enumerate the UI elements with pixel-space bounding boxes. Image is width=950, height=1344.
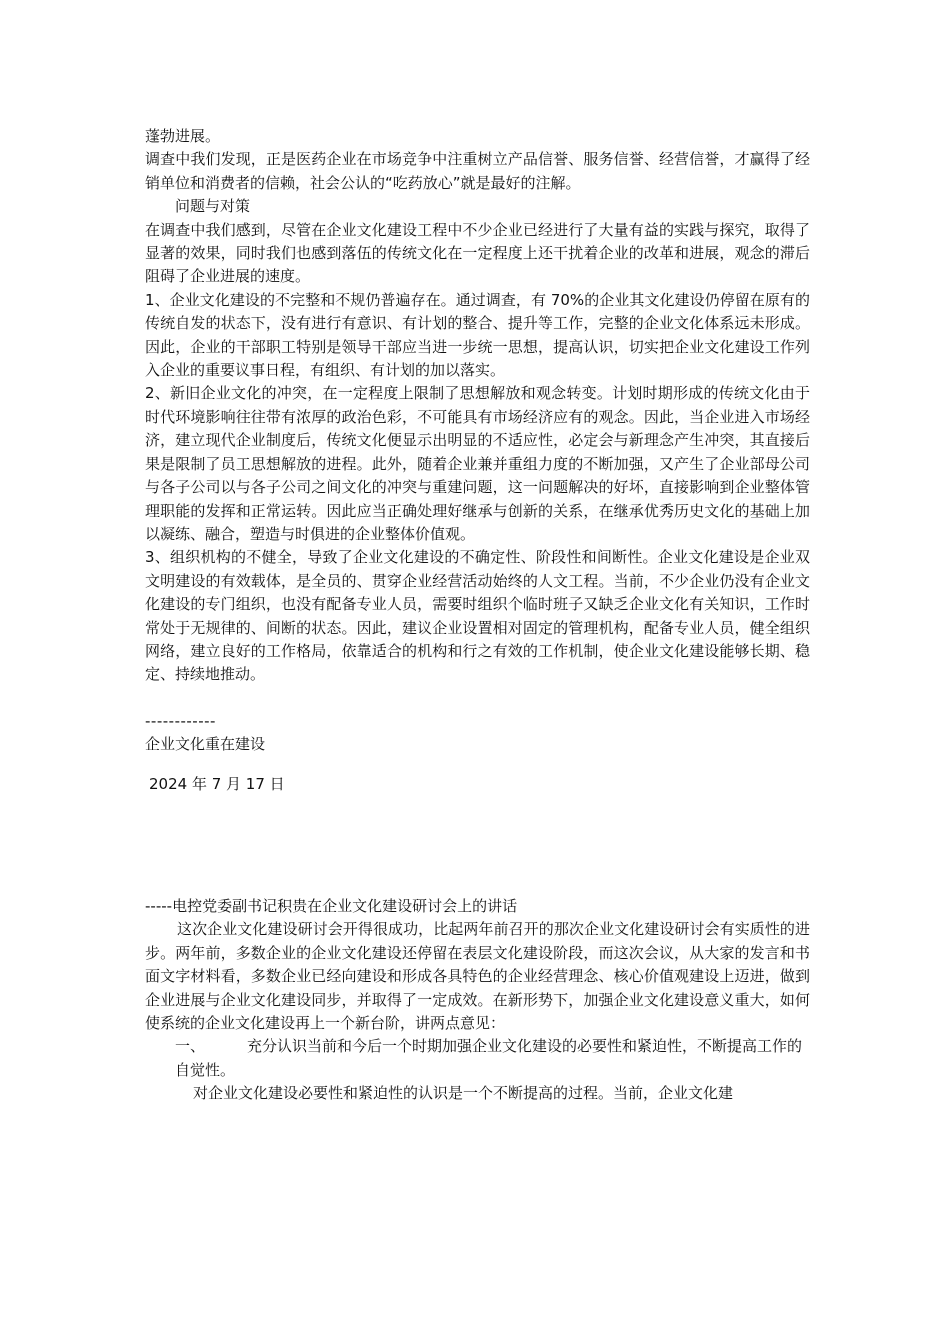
paragraph-survey-finding: 调查中我们发现，正是医药企业在市场竞争中注重树立产品信誉、服务信誉、经营信誉，才赢得了经销单位和消费者的信赖，社会公认的“吃药放心”就是最好的注解。 (145, 150, 810, 192)
document-title: 企业文化重在建设 (145, 735, 266, 754)
list-item-1: 1、企业文化建设的不完整和不规仍普遍存在。通过调查，有 70%的企业其文化建设仍停留在原有的传统自发的状态下，没有进行有意识、有计划的整合、提升等工作，完整的企业文化体系远未形成。因此，企业的干部职工特别是领导干部应当进一步统一思想，提高认识，切实把企业文化建设工作列入企业的重要议事日程，有组织、有计划的加以落实。 (145, 290, 810, 380)
document-body (145, 125, 810, 1106)
paragraph-continuation: 蓬勃进展。 (145, 127, 221, 145)
spacer (145, 796, 810, 895)
spacer (145, 757, 810, 773)
paragraph-survey-intro: 在调查中我们感到，尽管在企业文化建设工程中不少企业已经进行了大量有益的实践与探究，取得了显著的效果，同时我们也感到落伍的传统文化在一定程度上还干扰着企业的改革和进展，观念的滞后阻碍了企业进展的速度。 (145, 220, 810, 286)
speech-point-1-number: 一、 (175, 1037, 206, 1056)
speech-point-1 (145, 1035, 810, 1082)
document-date: 2024 年 7 月 17 日 (149, 774, 285, 793)
speech-subtitle: -----电控党委副书记积贵在企业文化建设研讨会上的讲话 (145, 896, 518, 915)
paragraph-speech-body: 对企业文化建设必要性和紧迫性的认识是一个不断提高的过程。当前，企业文化建 (193, 1084, 734, 1103)
list-item-2: 2、新旧企业文化的冲突，在一定程度上限制了思想解放和观念转变。计划时期形成的传统文化由于时代环境影响往往带有浓厚的政治色彩，不可能具有市场经济应有的观念。因此，当企业进入市场经济，建立现代企业制度后，传统文化便显示出明显的不适应性，必定会与新理念产生冲突，其直接后果是限制了员工思想解放的进程。此外，随着企业兼并重组力度的不断加强，又产生了企业部母公司与各子公司以与各子公司之间文化的冲突与重建问题，这一问题解决的好坏，直接影响到企业整体管理职能的发挥和正常运转。因此应当正确处理好继承与创新的关系，在继承优秀历史文化的基础上加以凝练、融合，塑造与时俱进的企业整体价值观。 (145, 384, 810, 543)
list-item-3: 3、组织机构的不健全，导致了企业文化建设的不确定性、阶段性和间断性。企业文化建设是企业双文明建设的有效载体，是全员的、贯穿企业经营活动始终的人文工程。当前，不少企业仍没有企业文化建设的专门组织，也没有配备专业人员，需要时组织个临时班子又缺乏企业文化有关知识，工作时常处于无规律的、间断的状态。因此，建议企业设置相对固定的管理机构，配备专业人员，健全组织网络，建立良好的工作格局，依靠适合的机构和行之有效的工作机制，使企业文化建设能够长期、稳定、持续地推动。 (145, 548, 810, 684)
speech-point-1-text: 充分认识当前和今后一个时期加强企业文化建设的必要性和紧迫性，不断提高工作的自觉性。 (175, 1037, 803, 1079)
paragraph-speech-intro: 这次企业文化建设研讨会开得很成功，比起两年前召开的那次企业文化建设研讨会有实质性的进步。两年前，多数企业的企业文化建设还停留在表层文化建设阶段，而这次会议，从大家的发言和书面文字材料看，多数企业已经向建设和形成各具特色的企业经营理念、核心价值观建设上迈进，做到企业进展与企业文化建设同步，并取得了一定成效。在新形势下，加强企业文化建设意义重大，如何使系统的企业文化建设再上一个新台阶，讲两点意见： (145, 920, 810, 1032)
section-heading-problems: 问题与对策 (175, 197, 251, 216)
spacer (145, 687, 810, 710)
separator-line: ------------ (145, 711, 216, 730)
